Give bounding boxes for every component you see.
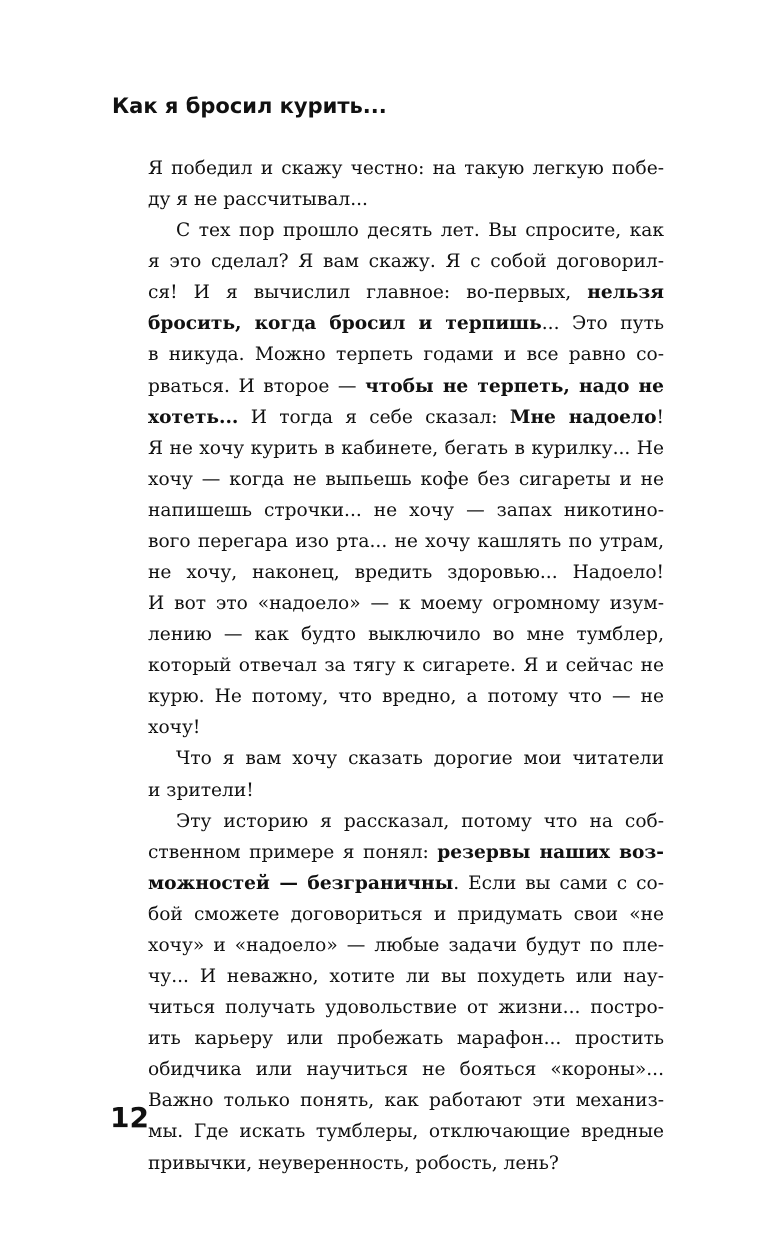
text-line (148, 681, 664, 712)
text-line (148, 184, 664, 215)
bold-text-segment: хотеть... (148, 406, 239, 428)
text-segment: не хочу, наконец, вредить здоровью... Надоело! (148, 562, 664, 584)
text-segment: ся! И я вычислил главное: во-первых, (148, 282, 588, 304)
text-line (148, 557, 664, 588)
text-segment: вого перегара изо рта... не хочу кашлять по утрам, (148, 530, 664, 552)
text-line (148, 930, 664, 961)
text-line (148, 868, 664, 899)
text-line (148, 743, 664, 774)
text-line (148, 992, 664, 1023)
text-line (148, 1116, 664, 1147)
text-segment: Важно только понять, как работают эти механиз- (148, 1090, 664, 1112)
text-segment: и зрители! (148, 779, 254, 801)
text-segment: напишешь строчки... не хочу — запах никотино- (148, 499, 664, 521)
text-segment: Что я вам хочу сказать дорогие мои читатели (176, 748, 664, 770)
text-line (148, 712, 664, 743)
text-line (148, 619, 664, 650)
text-line (148, 339, 664, 370)
text-segment: чу... И неважно, хотите ли вы похудеть или нау- (148, 966, 664, 988)
text-segment: хочу! (148, 717, 201, 739)
text-segment: И вот это «надоело» — к моему огромному изум- (148, 593, 664, 615)
text-segment: мы. Где искать тумблеры, отключающие вредные (148, 1121, 664, 1143)
text-segment: хочу» и «надоело» — любые задачи будут по пле- (148, 934, 664, 956)
text-segment: . Если вы сами с со- (453, 872, 664, 894)
text-line (148, 308, 664, 339)
text-segment: читься получать удовольствие от жизни... постро- (148, 997, 664, 1019)
text-segment: Я победил и скажу честно: на такую легкую побе- (148, 158, 664, 179)
text-line (148, 837, 664, 868)
text-line (148, 277, 664, 308)
text-line (148, 153, 664, 184)
text-segment: обидчика или научиться не бояться «короны»... (148, 1059, 664, 1081)
text-segment: привычки, неуверенность, робость, лень? (148, 1152, 559, 1174)
text-line (148, 215, 664, 246)
text-segment: бой сможете договориться и придумать свои «не (148, 903, 664, 925)
text-segment: ... Это путь (541, 313, 664, 335)
bold-text-segment: чтобы не терпеть, надо не (365, 375, 664, 397)
text-line (148, 650, 664, 681)
text-segment: С тех пор прошло десять лет. Вы спросите, как (176, 220, 664, 242)
text-segment: хочу — когда не выпьешь кофе без сигареты и не (148, 468, 664, 490)
text-segment: ду я не рассчитывал... (148, 189, 368, 211)
text-line (148, 495, 664, 526)
text-line (148, 899, 664, 930)
text-line (148, 961, 664, 992)
text-line (148, 433, 664, 464)
text-line (148, 588, 664, 619)
text-line (148, 402, 664, 433)
text-segment: я это сделал? Я вам скажу. Я с собой договорил- (148, 251, 664, 273)
text-segment: ! (656, 406, 665, 428)
text-segment: Эту историю я рассказал, потому что на соб- (176, 810, 664, 832)
bold-text-segment: бросить, когда бросил и терпишь (148, 313, 542, 335)
bold-text-segment: Мне надоело (509, 406, 657, 428)
text-segment: ить карьеру или пробежать марафон... простить (148, 1028, 664, 1050)
text-line (148, 1023, 664, 1054)
text-segment: рваться. И второе — (148, 375, 366, 397)
text-segment: в никуда. Можно терпеть годами и все равно со- (148, 344, 664, 366)
text-segment: ственном примере я понял: (148, 841, 438, 863)
body-text (148, 153, 664, 1179)
text-line (148, 526, 664, 557)
text-line (148, 246, 664, 277)
bold-text-segment: резервы наших воз- (437, 841, 664, 863)
bold-text-segment: можностей — безграничны (148, 872, 454, 894)
page-number: 12 (110, 1101, 149, 1134)
text-line (148, 775, 664, 806)
text-line (148, 371, 664, 402)
running-head: Как я бросил курить... (112, 94, 387, 118)
text-line (148, 1054, 664, 1085)
text-segment: Я не хочу курить в кабинете, бегать в курилку... Не (148, 437, 664, 459)
text-segment: который отвечал за тягу к сигарете. Я и сейчас не (148, 655, 664, 677)
text-line (148, 806, 664, 837)
bold-text-segment: нельзя (587, 282, 664, 304)
text-segment: курю. Не потому, что вредно, а потому что — не (148, 686, 664, 708)
text-segment: лению — как будто выключило во мне тумблер, (148, 624, 664, 646)
text-line (148, 1148, 664, 1179)
text-segment: И тогда я себе сказал: (238, 406, 510, 428)
text-line (148, 464, 664, 495)
text-line (148, 1085, 664, 1116)
